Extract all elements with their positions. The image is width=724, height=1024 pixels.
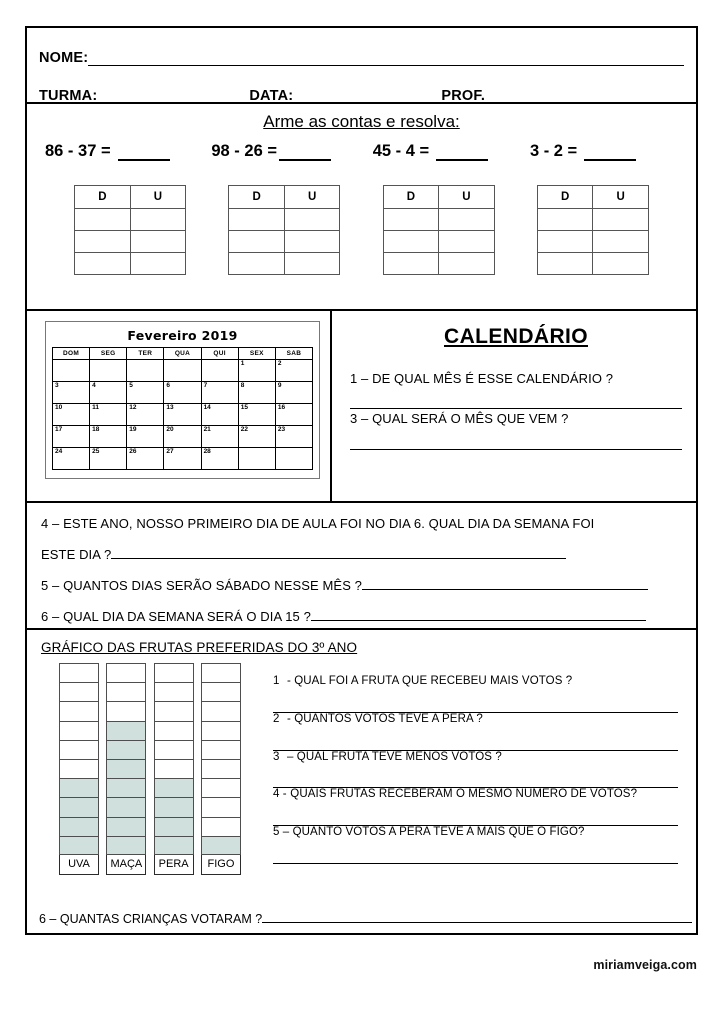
graph-question-4-answer-line[interactable] (273, 802, 678, 826)
ones-cell[interactable] (593, 253, 649, 275)
weekday-header-qui: QUI (201, 348, 238, 360)
calendar-question-4-line2: ESTE DIA ? (41, 547, 112, 562)
place-value-table-2[interactable] (228, 185, 340, 275)
calendar-question-3-answer-line[interactable] (350, 428, 682, 450)
tens-cell[interactable] (537, 231, 593, 253)
calendar-week-row (53, 404, 313, 426)
bar-cell (154, 721, 194, 740)
tens-cell[interactable] (383, 253, 439, 275)
bar-cell-filled (59, 797, 99, 816)
graph-question-6 (39, 910, 684, 926)
calendar-day-cell (238, 448, 275, 470)
name-label: NOME: (39, 50, 89, 66)
table-row[interactable] (383, 209, 494, 231)
graph-question-2 (273, 713, 678, 751)
bar-cell (154, 759, 194, 778)
calendar-question-3 (350, 411, 682, 449)
ones-cell[interactable] (130, 209, 186, 231)
bar-cell (154, 701, 194, 720)
weekday-header-seg: SEG (90, 348, 127, 360)
bar-cell-filled (59, 836, 99, 855)
calendar-day-cell: 17 (53, 426, 90, 448)
calendar-bottom-questions (27, 501, 696, 632)
graph-question-2-number: 2 (273, 712, 280, 725)
calendar-day-cell: 13 (164, 404, 201, 426)
tens-header: D (75, 186, 131, 209)
weekday-header-sab: SAB (275, 348, 312, 360)
calendar-day-cell: 16 (275, 404, 312, 426)
calendar-day-cell: 18 (90, 426, 127, 448)
bar-cell (201, 740, 241, 759)
worksheet-frame (25, 26, 698, 935)
place-value-table-3[interactable] (383, 185, 495, 275)
weekday-header-dom: DOM (53, 348, 90, 360)
equation-4-answer-blank[interactable] (584, 148, 636, 161)
fruit-bar-chart (39, 663, 255, 875)
ones-cell[interactable] (593, 209, 649, 231)
equation-3 (373, 142, 488, 161)
name-row (39, 38, 684, 66)
bar-cell-filled (154, 797, 194, 816)
graph-content (39, 663, 684, 875)
table-header-row (537, 186, 648, 209)
calendar-grid (52, 347, 313, 470)
bar-cell (201, 721, 241, 740)
bar-cell (106, 682, 146, 701)
bar-cell (106, 701, 146, 720)
graph-question-1 (273, 675, 678, 713)
tens-cell[interactable] (229, 253, 285, 275)
teacher-input-line[interactable] (485, 90, 684, 104)
bar-cell (201, 682, 241, 701)
class-label: TURMA: (39, 88, 98, 104)
ones-header: U (130, 186, 186, 209)
graph-question-5 (273, 826, 678, 864)
ones-cell[interactable] (439, 231, 495, 253)
graph-question-1-answer-line[interactable] (273, 689, 678, 713)
tens-cell[interactable] (537, 209, 593, 231)
equation-1-expression: 86 - 37 = (45, 142, 111, 160)
place-value-tables-row (39, 185, 684, 275)
calendar-week-row (53, 426, 313, 448)
footer-watermark: miriamveiga.com (593, 958, 697, 972)
calendar-question-4 (41, 509, 682, 539)
ones-header: U (284, 186, 340, 209)
graph-question-3-body: – QUAL FRUTA TEVE MENOS VOTOS ? (287, 750, 502, 763)
date-input-line[interactable] (293, 90, 441, 104)
calendar-widget (45, 321, 320, 479)
calendar-section (27, 309, 696, 628)
weekday-header-qua: QUA (164, 348, 201, 360)
calendar-question-1-text: 1 – DE QUAL MÊS É ESSE CALENDÁRIO ? (350, 371, 614, 386)
equation-2 (211, 142, 331, 161)
arithmetic-title: Arme as contas e resolva: (263, 112, 460, 131)
ones-cell[interactable] (284, 209, 340, 231)
bar-cell (154, 682, 194, 701)
bar-label-figo: FIGO (201, 855, 241, 875)
calendar-question-1 (350, 371, 682, 409)
table-row[interactable] (537, 253, 648, 275)
name-input-line[interactable] (88, 52, 684, 66)
calendar-day-cell: 11 (90, 404, 127, 426)
table-header-row (383, 186, 494, 209)
bar-cell (201, 759, 241, 778)
date-label: DATA: (249, 88, 294, 104)
calendar-day-cell: 9 (275, 382, 312, 404)
equation-1-answer-blank[interactable] (118, 148, 170, 161)
table-row[interactable] (229, 231, 340, 253)
bar-cell-filled (106, 797, 146, 816)
equation-3-answer-blank[interactable] (436, 148, 488, 161)
calendar-question-1-answer-line[interactable] (350, 387, 682, 409)
bar-cell (59, 759, 99, 778)
calendar-day-cell: 23 (275, 426, 312, 448)
table-header-row (229, 186, 340, 209)
tens-cell[interactable] (229, 231, 285, 253)
bar-cell (201, 701, 241, 720)
calendar-day-cell (275, 448, 312, 470)
bar-label-maca: MAÇA (106, 855, 146, 875)
calendar-day-cell: 3 (53, 382, 90, 404)
graph-question-2-text (273, 713, 678, 727)
calendar-day-cell (90, 360, 127, 382)
place-value-table-4[interactable] (537, 185, 649, 275)
calendar-day-cell (53, 360, 90, 382)
graph-question-4 (273, 788, 678, 826)
table-row[interactable] (75, 209, 186, 231)
calendar-day-cell: 7 (201, 382, 238, 404)
calendar-day-cell: 25 (90, 448, 127, 470)
bar-cell (59, 663, 99, 682)
class-date-teacher-row (39, 76, 684, 104)
table-row[interactable] (75, 231, 186, 253)
calendar-day-cell: 2 (275, 360, 312, 382)
bar-label-uva: UVA (59, 855, 99, 875)
place-value-table-1[interactable] (74, 185, 186, 275)
graph-question-2-answer-line[interactable] (273, 727, 678, 751)
calendar-week-row (53, 448, 313, 470)
graph-question-5-text (273, 826, 678, 840)
ones-cell[interactable] (130, 253, 186, 275)
weekday-header-ter: TER (127, 348, 164, 360)
bar-cell (59, 721, 99, 740)
graph-question-1-body: - QUAL FOI A FRUTA QUE RECEBEU MAIS VOTOS ? (287, 675, 573, 687)
calendar-day-cell: 20 (164, 426, 201, 448)
calendar-day-cell: 12 (127, 404, 164, 426)
calendar-top-row (27, 311, 696, 501)
bar-cell-filled (106, 740, 146, 759)
ones-cell[interactable] (439, 253, 495, 275)
calendar-question-5-text: 5 – QUANTOS DIAS SERÃO SÁBADO NESSE MÊS ? (41, 578, 363, 593)
calendar-left-panel (27, 311, 332, 501)
graph-question-1-text (273, 675, 678, 689)
calendar-question-4-cont (41, 540, 682, 570)
calendar-week-row (53, 360, 313, 382)
table-row[interactable] (229, 209, 340, 231)
ones-header: U (593, 186, 649, 209)
calendar-day-cell (201, 360, 238, 382)
ones-cell[interactable] (284, 231, 340, 253)
tens-cell[interactable] (75, 231, 131, 253)
graph-question-6-answer-line[interactable] (262, 910, 692, 923)
calendar-question-6-answer-line[interactable] (311, 608, 646, 621)
calendar-question-4-line1: 4 – ESTE ANO, NOSSO PRIMEIRO DIA DE AULA FOI NO DIA 6. QUAL DIA DA SEMANA FOI (41, 516, 595, 531)
class-input-line[interactable] (97, 90, 249, 104)
calendar-heading: CALENDÁRIO (444, 325, 588, 348)
bar-cell (59, 701, 99, 720)
bar-cell-filled (154, 778, 194, 797)
calendar-day-cell: 5 (127, 382, 164, 404)
bar-cell (154, 663, 194, 682)
equation-2-answer-blank[interactable] (279, 148, 331, 161)
arithmetic-section (27, 102, 696, 309)
table-row[interactable] (229, 253, 340, 275)
calendar-question-5-answer-line[interactable] (362, 577, 648, 590)
table-row[interactable] (383, 253, 494, 275)
calendar-day-cell: 6 (164, 382, 201, 404)
calendar-day-cell: 22 (238, 426, 275, 448)
graph-question-3-number: 3 (273, 750, 280, 763)
bar-cell (201, 817, 241, 836)
graph-questions (255, 663, 684, 875)
ones-cell[interactable] (439, 209, 495, 231)
calendar-question-4-answer-line[interactable] (111, 546, 566, 559)
calendar-month-title: Fevereiro 2019 (127, 328, 238, 343)
graph-section (27, 628, 696, 934)
calendar-day-cell (127, 360, 164, 382)
ones-cell[interactable] (593, 231, 649, 253)
teacher-label: PROF. (441, 88, 486, 104)
bar-cell-filled (201, 836, 241, 855)
bar-column-figo (201, 663, 241, 875)
calendar-header-row (53, 348, 313, 360)
equation-2-expression: 98 - 26 = (211, 142, 277, 160)
graph-title: GRÁFICO DAS FRUTAS PREFERIDAS DO 3º ANO (41, 640, 358, 655)
bar-cell-filled (106, 759, 146, 778)
calendar-question-5 (41, 571, 682, 601)
graph-question-4-text (273, 788, 678, 802)
identification-block (27, 28, 696, 102)
bar-cell (201, 663, 241, 682)
calendar-day-cell (164, 360, 201, 382)
bar-cell-filled (106, 721, 146, 740)
table-row[interactable] (383, 231, 494, 253)
bar-cell (201, 797, 241, 816)
graph-question-1-number: 1 (273, 675, 280, 687)
graph-question-3-answer-line[interactable] (273, 764, 678, 788)
graph-question-3-text (273, 751, 678, 765)
weekday-header-sex: SEX (238, 348, 275, 360)
graph-question-3 (273, 751, 678, 789)
calendar-right-panel (332, 311, 696, 501)
calendar-day-cell: 28 (201, 448, 238, 470)
tens-cell[interactable] (229, 209, 285, 231)
bar-cell-filled (106, 817, 146, 836)
graph-question-5-number: 5 – (273, 826, 290, 839)
bar-cell-filled (59, 778, 99, 797)
bar-cell-filled (154, 817, 194, 836)
ones-header: U (439, 186, 495, 209)
ones-cell[interactable] (130, 231, 186, 253)
bar-column-uva (59, 663, 99, 875)
graph-question-4-number: 4 - (273, 788, 287, 801)
calendar-day-cell: 26 (127, 448, 164, 470)
bar-cell-filled (106, 778, 146, 797)
bar-cell (59, 682, 99, 701)
bar-cell-filled (154, 836, 194, 855)
calendar-question-3-text: 3 – QUAL SERÁ O MÊS QUE VEM ? (350, 411, 569, 427)
ones-cell[interactable] (284, 253, 340, 275)
tens-cell[interactable] (537, 253, 593, 275)
tens-header: D (383, 186, 439, 209)
tens-cell[interactable] (75, 253, 131, 275)
table-row[interactable] (75, 253, 186, 275)
tens-cell[interactable] (75, 209, 131, 231)
calendar-day-cell: 15 (238, 404, 275, 426)
bar-cell (201, 778, 241, 797)
graph-question-5-body: QUANTO VOTOS A PERA TEVE A MAIS QUE O FIGO? (292, 826, 585, 839)
graph-question-6-text: 6 – QUANTAS CRIANÇAS VOTARAM ? (39, 912, 263, 926)
bar-cell-filled (106, 836, 146, 855)
calendar-day-cell: 27 (164, 448, 201, 470)
calendar-day-cell: 10 (53, 404, 90, 426)
equation-4 (530, 142, 636, 161)
bar-cell (59, 740, 99, 759)
calendar-day-cell: 4 (90, 382, 127, 404)
calendar-question-6-text: 6 – QUAL DIA DA SEMANA SERÁ O DIA 15 ? (41, 609, 311, 624)
table-header-row (75, 186, 186, 209)
calendar-day-cell: 1 (238, 360, 275, 382)
equations-row (39, 142, 684, 161)
calendar-week-row (53, 382, 313, 404)
tens-cell[interactable] (383, 231, 439, 253)
bar-column-maca (106, 663, 146, 875)
graph-question-2-body: - QUANTOS VOTOS TEVE A PERA ? (287, 712, 483, 725)
calendar-day-cell: 19 (127, 426, 164, 448)
tens-cell[interactable] (383, 209, 439, 231)
tens-header: D (229, 186, 285, 209)
table-row[interactable] (537, 209, 648, 231)
equation-1 (45, 142, 170, 161)
equation-3-expression: 45 - 4 = (372, 142, 430, 160)
bar-cell (154, 740, 194, 759)
graph-question-5-answer-line[interactable] (273, 840, 678, 864)
calendar-day-cell: 14 (201, 404, 238, 426)
bar-column-pera (154, 663, 194, 875)
tens-header: D (537, 186, 593, 209)
bar-label-pera: PERA (154, 855, 194, 875)
calendar-day-cell: 24 (53, 448, 90, 470)
bar-cell-filled (59, 817, 99, 836)
equation-4-expression: 3 - 2 = (529, 142, 578, 160)
graph-question-4-body: QUAIS FRUTAS RECEBERAM O MESMO NUMERO DE VOTOS? (290, 788, 638, 801)
calendar-day-cell: 21 (201, 426, 238, 448)
bar-cell (106, 663, 146, 682)
calendar-day-cell: 8 (238, 382, 275, 404)
table-row[interactable] (537, 231, 648, 253)
